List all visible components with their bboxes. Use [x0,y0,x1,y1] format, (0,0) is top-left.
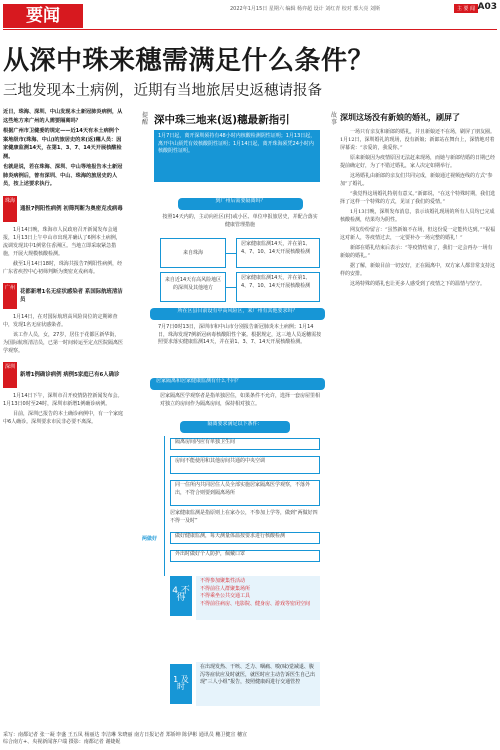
connector-line [226,253,236,254]
connector-line [226,287,236,288]
issue-meta: 2022年1月15日 星期六 编辑 杨弈超 设计 刘红青 校对 邢大亮 刘斯 [230,6,380,12]
guide-side-label: 提醒 [141,112,148,126]
section-zhuhai [3,196,123,222]
credits [3,732,497,746]
story-paragraph: 这场婚礼由新郎的亲友们共同完成，新娘通过视频连线的方式“参加”了婚礼。 [340,173,493,187]
story-paragraph: 新郎在婚礼结束后表示：“等疫情结束了，我们一定会再办一场有新娘的婚礼。” [340,245,493,259]
four-no-item: 不得前往病房、电影院、健身房、游戏等密闭空间 [200,600,311,607]
condition-item: 房间不能使用和其他房间共通的中央空调 [170,456,320,474]
section-title: 花都新增1名无症状感染者 系国际航班清洁员 [20,288,123,303]
section-label: 要闻 [3,4,83,28]
story-paragraph: 据了解，新娘目前一切安好，正在隔离中，双方家人都非常支持这样的安排。 [340,263,496,277]
guide-notice: 1月7日起，离开深圳须持有48小时内核酸检测阴性证明；1月13日起，离开中山须凭有效核酸阴性证明；1月14日起，离开珠海须凭24小时内核酸阴性证明。 [154,130,320,182]
condition-item: 隔离房间内应有单独卫生间 [170,438,320,450]
credits-reporters: 采写：南都记者 张一凝 李盛 王五凤 杨丽达 李洁琳 朱晓丽 南方日报记者 郑娇坤 陈伊彬 通讯员 穗卫健宣 穗宣 [3,732,248,738]
story-paragraph: “我觉得这场婚礼特别有意义。”新郎说，“在这个特殊时期，我们选择了这样一个特殊的方式，见证了我们的爱情。” [340,191,496,205]
high-risk-answer: 7月7日0时13日，深圳市和中山市分别报告新冠肺炎本土病例；1月14日，珠海发现7例新冠病毒核酸阳性个案。根据规定，这三地人员返穗需按照要求落实健康监测14天，并在第1、3、7、14天开展核酸检测。 [158,324,322,345]
header-divider [3,29,497,30]
article-paragraph: 1月14日，在对国际航班高风险岗位的定期筛查中，发现1名无症状感染者。 [3,313,118,328]
section-title: 通报7例阳性病例 初筛判断为奥密克戎病毒 [20,205,123,212]
article-paragraph: 1月14日晚，珠海市人民政府召开新闻发布会通报，1月13日上午中山市出现并确认了6例本土病例，流调发现其中1例常住香洲区。当地立即采取紧急措施，开展大规模核酸检测。 [3,226,121,257]
home-monitor-note: 居家健康监测是指原则上在家办公，不参加上学等，做到“两做好四不得一及时” [170,510,318,524]
origin-shenzhen: 来自近14天有高风险地区的深圳及其他地方 [160,272,226,302]
origin-zhuhai: 来自珠海 [160,238,226,268]
guide-title: 深中珠三地来(返)穗最新指引 [154,114,290,126]
four-no-list [196,576,320,620]
headline: 从深中珠来穗需满足什么条件？ [3,46,375,76]
article-paragraph: 该工作人员，女，27岁，居住于花都区新华街，为国际航班清洁员，已第一时间转运至定点医院隔离医学观察。 [3,331,123,354]
four-no-item: 不得前往人群聚集场所 [200,585,251,592]
left-column [3,108,123,728]
result-zhuhai: 居家健康监测14天，并在第1、4、7、10、14天开展核酸检测 [236,238,320,268]
two-good-label: 两做好 [142,536,158,542]
home-isolation-note: 居家隔离医学观察者是指单独居住，如果条件不允许，选择一套房屋里相对独立的房间作为隔离房间，保持相对独立。 [160,393,321,407]
one-timely-text: 在出现发热、干咳、乏力、咽痛、嗅(味)觉减退、腹泻等症状应及时就医，就医时应主动告诉医生自己出现“三人小组”报告，按照健康码进行交通管控 [196,662,320,706]
lead-paragraph: 近日，珠海、深圳、中山发现本土新冠肺炎病例，从这些地方来广州的人需要隔离吗？ [3,109,123,124]
story-paragraph: 1月13日晚，深圳发布消息，表示该婚礼现场的所有人员均已完成核酸检测，结果均为阴性。 [340,209,495,223]
two-good-item: 外出时做好个人防护，佩戴口罩 [170,550,320,562]
isolation-note: 按照14天内的，主动向社区(村)或小区、单位申报旅居史，并配合落实健康管理措施 [162,214,318,228]
lead-paragraph-2: 根据广州市卫健委的规定——近14天有本土病例个案地级市(珠海、中山)的旅居史的来(返)穗人员：因家健康监测14天，在第1、3、7、14天开展核酸检测。 [3,128,122,160]
page-badge: 主 要 闻 [454,4,478,13]
four-no-item: 不得乘坐公共交通工具 [200,593,251,599]
lead-paragraph-3: 也就是说，若在珠海、深圳、中山等地报告本土新冠肺炎病例后，曾有深圳、中山、珠海的旅居史的人员，按上述要求执行。 [3,164,123,187]
section-shenzhen [3,362,123,388]
subheadline: 三地发现本土病例，近期有当地旅居史返穗请报备 [3,83,322,99]
section-tag: 珠海 [3,196,17,222]
page-header [0,0,500,30]
section-title: 新增1例确诊病例 病例5家庭已有6人确诊 [20,371,120,378]
four-no-item: 不得参加聚集性活动 [200,578,246,584]
article-paragraph: 目前，深圳已报告的本土确诊病例中，有一个家庭中6人确诊。深圳要求市民非必要不离深。 [3,410,123,425]
condition-item: 同一住所内共同居住人员全部实施居家隔离医学观察，不落外出，不符合则要到隔离场所 [170,480,320,506]
section-tag: 广州 [3,283,17,309]
article-paragraph: 截至1月14日18时，珠海共报告7例阳性病例，经广东省疾控中心初筛判断为奥密克戎病毒。 [3,260,123,275]
article-paragraph: 1月14日下午，深圳市召开疫情防控新闻发布会。1月13日0时至24时，深圳市新增1例确诊病例。 [3,392,123,407]
question-high-risk: 所在区县目前设有中高风险区，来广州有其他要求吗？ [150,308,325,320]
two-good-item: 做好健康监测，每天测量体温按要求进行核酸检测 [170,532,320,544]
four-no-label: 4 不得 [170,576,192,616]
story-paragraph: 这场特殊的婚礼也让更多人感受到了疫情之下的温情与坚守。 [350,281,486,287]
story-side-label: 故事 [330,112,337,126]
conditions-heading: 隔离要求满足以下条件： [180,421,290,433]
question-isolation: 到广州后需要隔离吗？ [178,198,303,210]
story-title: 深圳这场没有新娘的婚礼，刷屏了 [340,113,460,122]
page-number: A03 [477,2,497,12]
one-timely-label: 1 及时 [170,664,192,704]
story-paragraph: 网友纷纷留言：“虽然新娘不在场，但这份爱一定能传达到。”“祝福这对新人，等疫情过去，一定要补办一场完整的婚礼！” [340,227,496,241]
question-home-difference: 居家隔离和居家健康监测有什么不同？ [150,378,325,390]
right-column [340,112,496,722]
section-tag: 深圳 [3,362,17,388]
story-paragraph: 原来新娘因为疫情原因无法赶来现场，而她与新郎结婚的日期已经提前确定好，为了不错过婚礼，家人决定如期举行。 [340,155,496,169]
credits-sources: 综合南方+、央视新闻客户端 摄影：南都记者 谢婕妮 [3,739,121,745]
result-shenzhen: 居家健康监测14天，并在第1、4、7、10、14天开展核酸检测 [236,272,320,302]
section-guangzhou [3,283,123,309]
story-paragraph: 一场只有亲友和新郎的婚礼，并且新娘还不在场，刷屏了朋友圈。1月12日，深圳婚礼的现场，没有新娘；新郎站在舞台上，深情地对着屏幕说：“亲爱的，我爱你。” [340,129,496,151]
timeline-line [164,436,165,576]
